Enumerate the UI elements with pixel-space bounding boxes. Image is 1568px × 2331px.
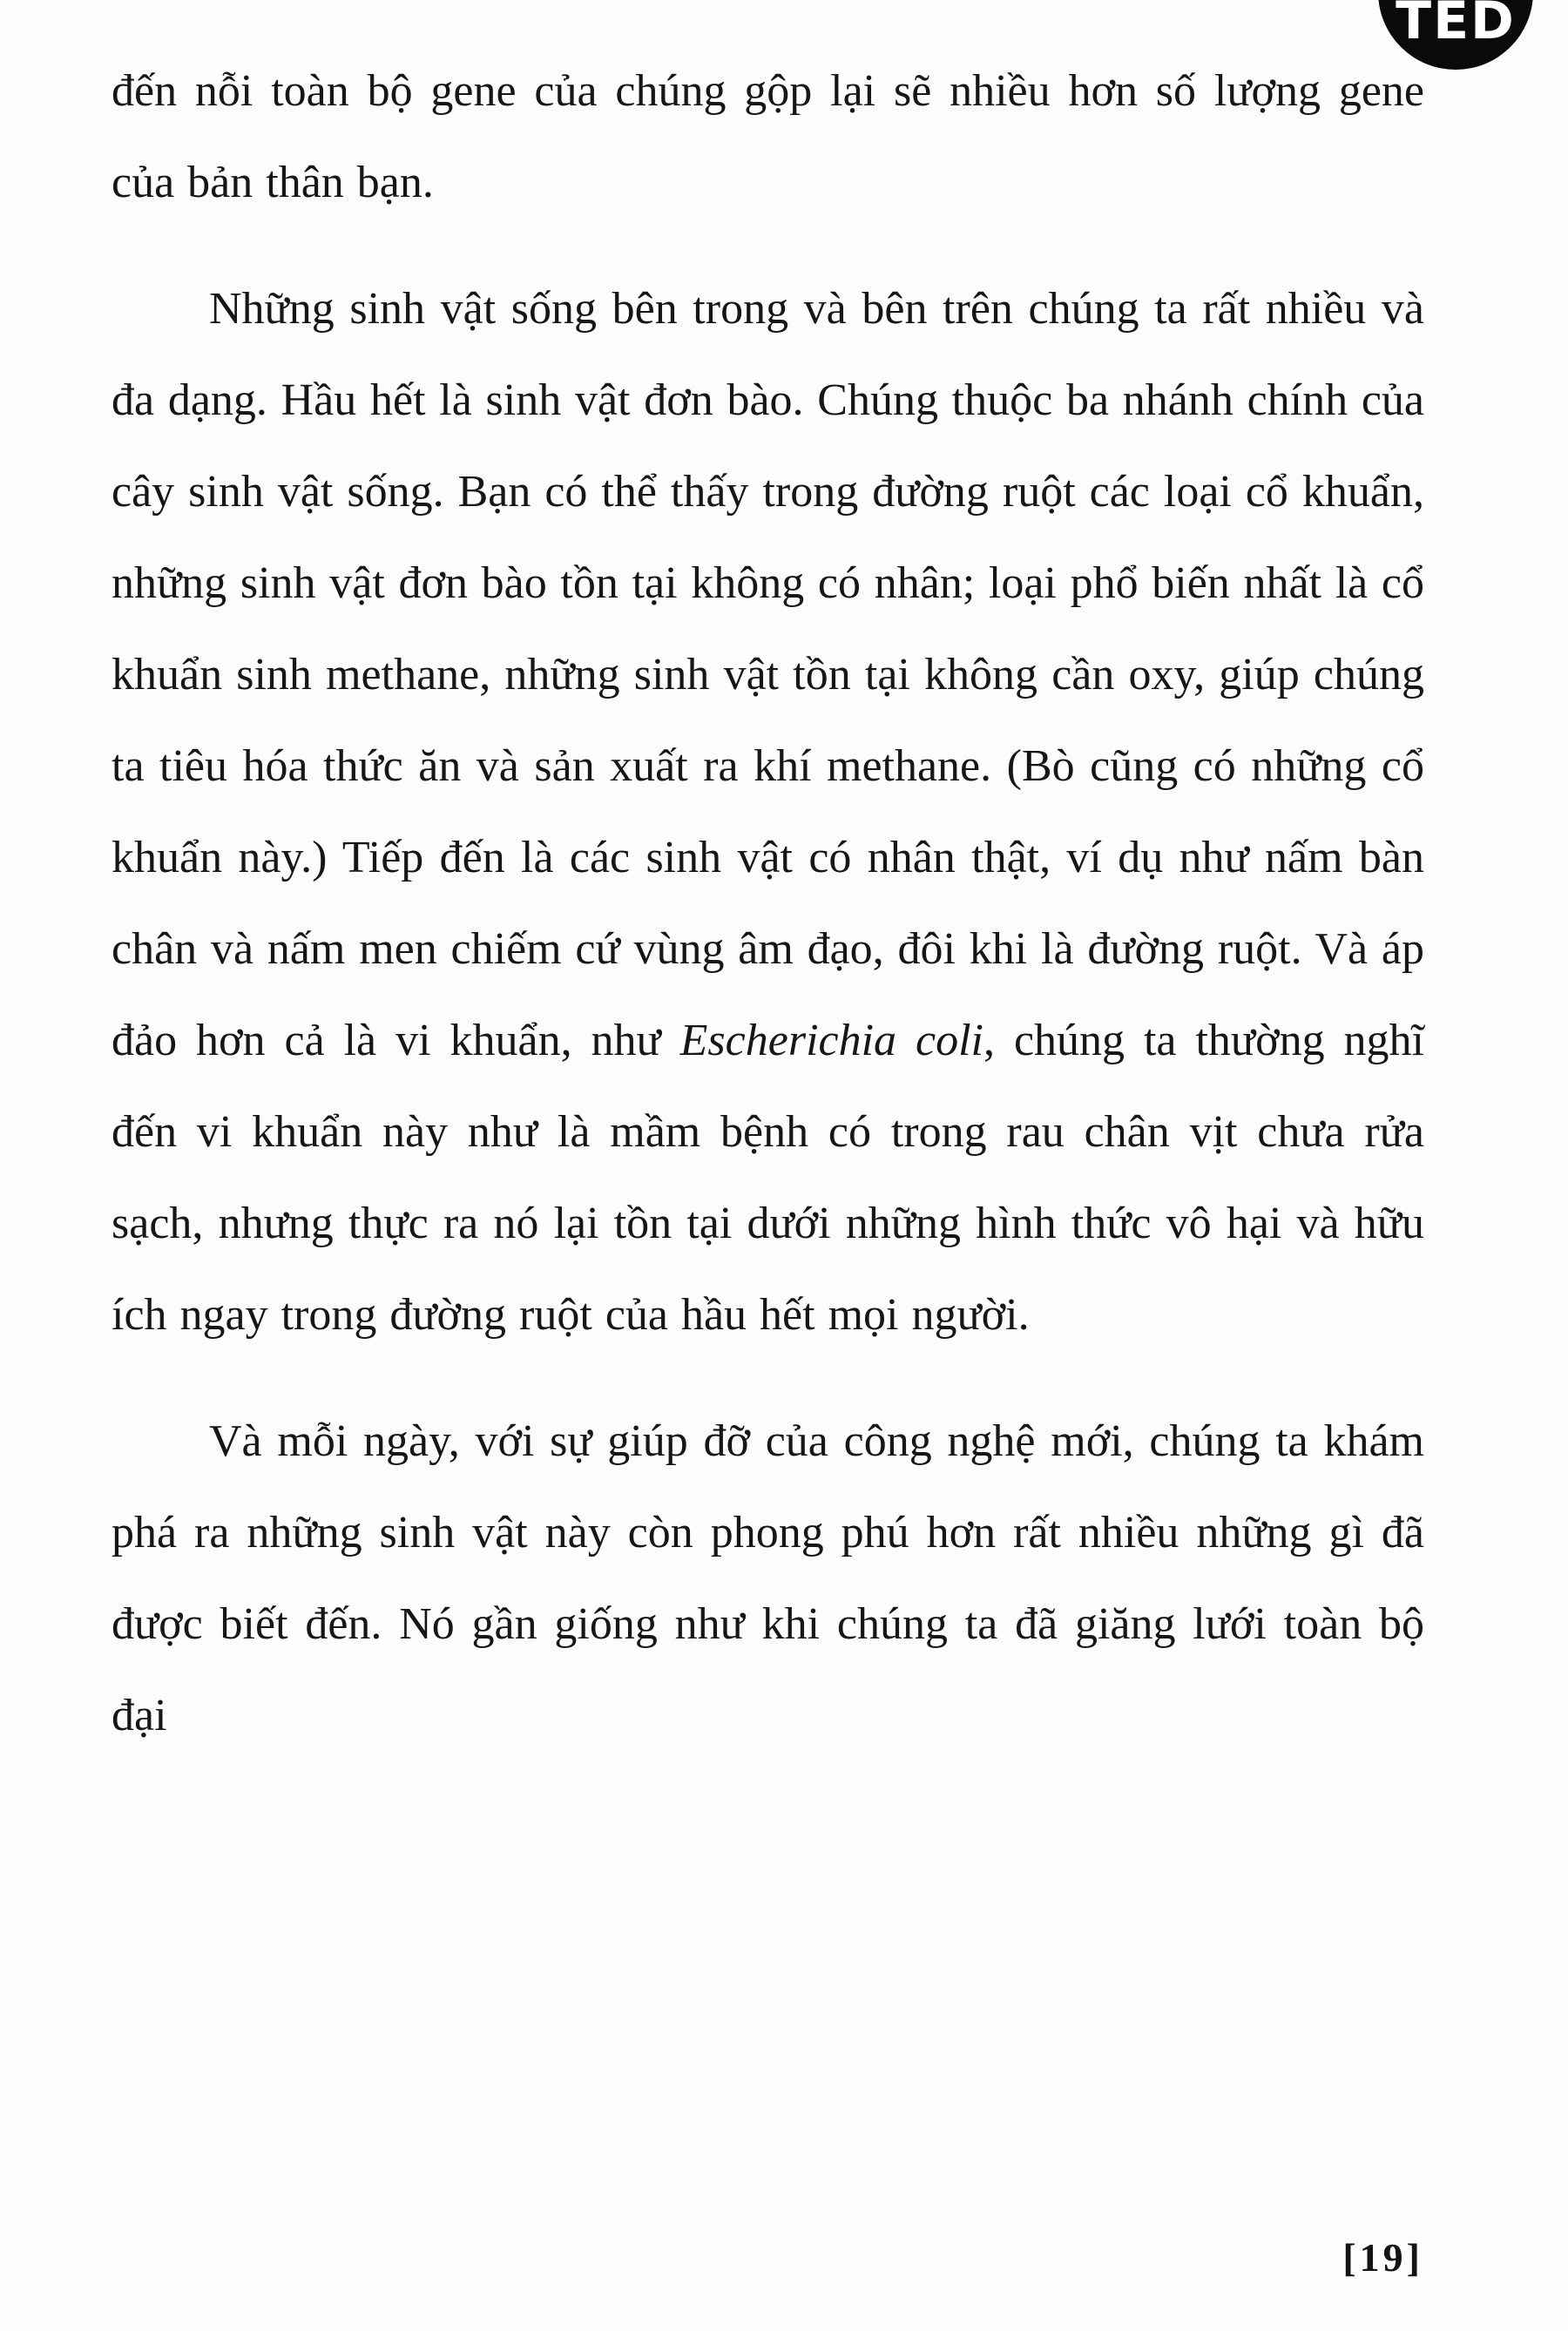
paragraph-microbes — [112, 263, 1424, 1361]
species-name-italic: Escherichia coli — [679, 1016, 983, 1065]
ted-logo-text: TED — [1396, 0, 1516, 51]
page-number: [19] — [1342, 2235, 1423, 2280]
paragraph-discovery — [112, 1395, 1424, 1761]
paragraph-text: Và mỗi ngày, với sự giúp đỡ của công nghệ mới, chúng ta khám phá ra những sinh vật này còn phong phú hơn rất nhiều những gì đã được biết đến. Nó gần giống như khi chúng ta đã giăng lưới toàn bộ đại — [112, 1416, 1424, 1740]
body-text-block — [112, 45, 1424, 1761]
paragraph-continuation — [112, 45, 1424, 228]
paragraph-text: , chúng ta thường nghĩ đến vi khuẩn này như là mầm bệnh có trong rau chân vịt chưa rửa sạch, nhưng thực ra nó lại tồn tại dưới những hình thức vô hại và hữu ích ngay trong đường ruột của hầu hết mọi người. — [112, 1016, 1424, 1340]
paragraph-text: Những sinh vật sống bên trong và bên trên chúng ta rất nhiều và đa dạng. Hầu hết là sinh vật đơn bào. Chúng thuộc ba nhánh chính của cây sinh vật sống. Bạn có thể thấy trong đường ruột các loại cổ khuẩn, những sinh vật đơn bào tồn tại không có nhân; loại phổ biến nhất là cổ khuẩn sinh methane, những sinh vật tồn tại không cần oxy, giúp chúng ta tiêu hóa thức ăn và sản xuất ra khí methane. (Bò cũng có những cổ khuẩn này.) Tiếp đến là các sinh vật có nhân thật, ví dụ như nấm bàn chân và nấm men chiếm cứ vùng âm đạo, đôi khi là đường ruột. Và áp đảo hơn cả là vi khuẩn, như — [112, 284, 1424, 1065]
paragraph-text: đến nỗi toàn bộ gene của chúng gộp lại sẽ nhiều hơn số lượng gene của bản thân bạn. — [112, 66, 1424, 207]
